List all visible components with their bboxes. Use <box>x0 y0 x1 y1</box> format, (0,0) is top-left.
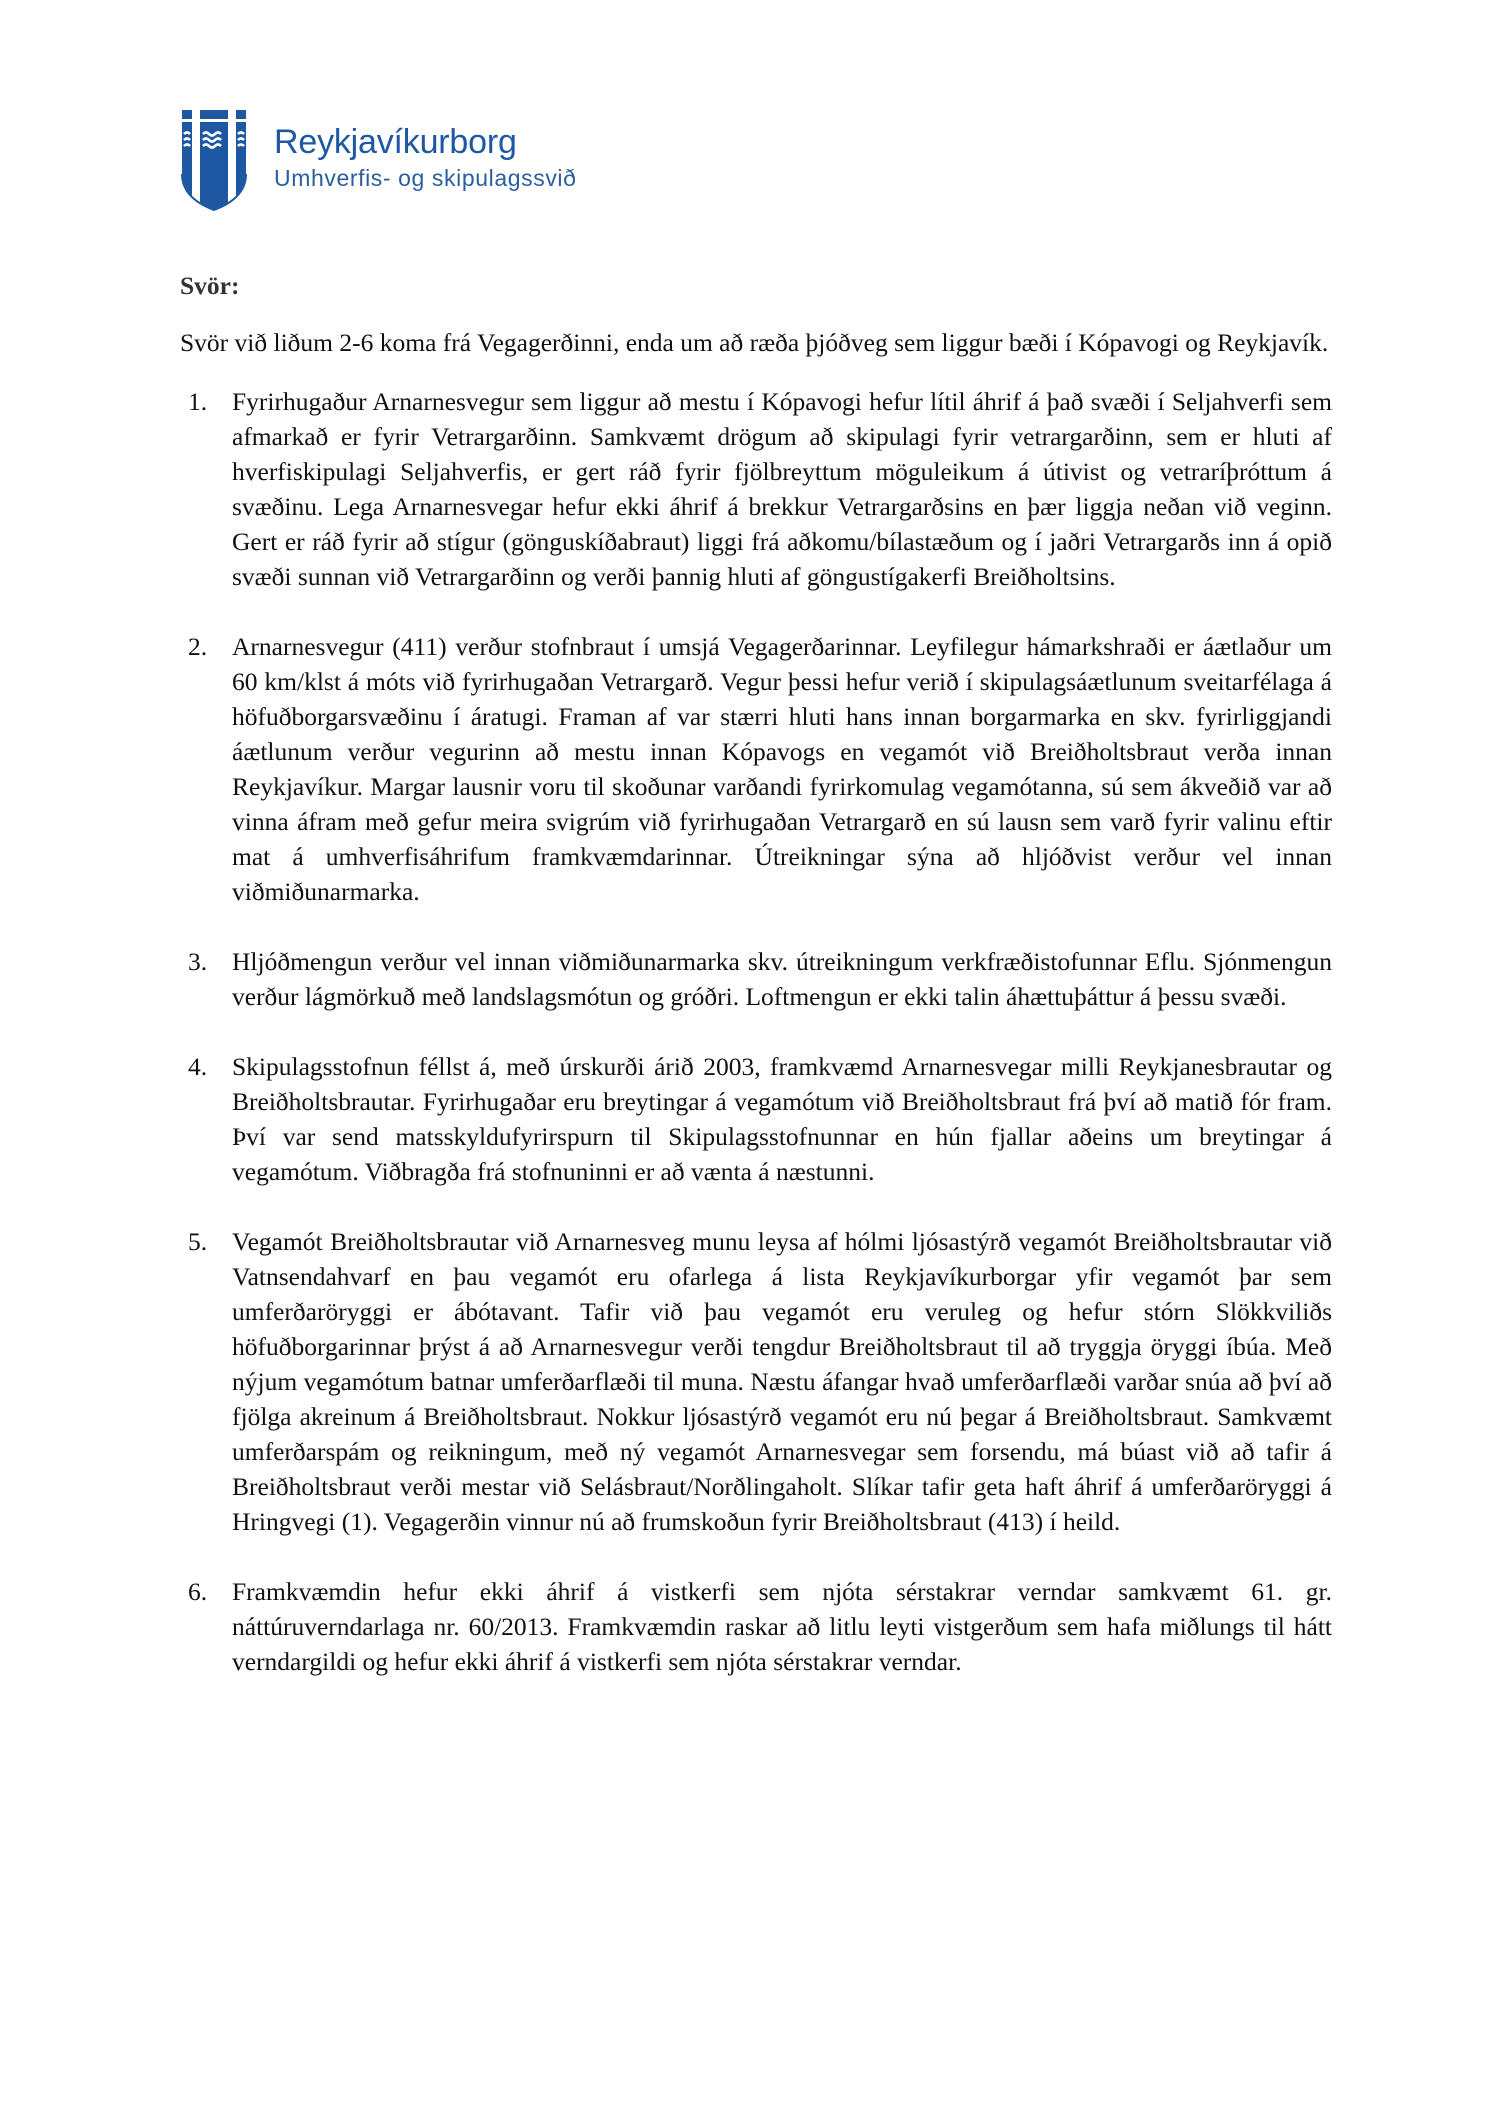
list-item <box>180 1224 1332 1539</box>
item-text: Vegamót Breiðholtsbrautar við Arnarnesveg munu leysa af hólmi ljósastýrð vegamót Breiðholtsbrautar við Vatnsendahvarf en þau vegamót eru ofarlega á lista Reykjavíkurborgar yfir vegamót þar sem umferðaröryggi er ábótavant. Tafir við þau vegamót eru veruleg og hefur stórn Slökkviliðs höfuðborgarinnar þrýst á að Arnarnesvegur verði tengdur Breiðholtsbraut til að tryggja öryggi íbúa. Með nýjum vegamótum batnar umferðarflæði til muna. Næstu áfangar hvað umferðarflæði varðar snúa að því að fjölga akreinum á Breiðholtsbraut. Nokkur ljósastýrð vegamót eru nú þegar á Breiðholtsbraut. Samkvæmt umferðarspám og reikningum, með ný vegamót Arnarnesvegar sem forsendu, má búast við að tafir á Breiðholtsbraut verði mestar við Selásbraut/Norðlingaholt. Slíkar tafir geta haft áhrif á umferðaröryggi á Hringvegi (1). Vegagerðin vinnur nú að frumskoðun fyrir Breiðholtsbraut (413) í heild. <box>232 1227 1332 1536</box>
list-item <box>180 629 1332 909</box>
item-text: Arnarnesvegur (411) verður stofnbraut í umsjá Vegagerðarinnar. Leyfilegur hámarkshraði er áætlaður um 60 km/klst á móts við fyrirhugaðan Vetrargarð. Vegur þessi hefur verið í skipulagsáætlunum sveitarfélaga á höfuðborgarsvæðinu í áratugi. Framan af var stærri hluti hans innan borgarmarka en skv. fyrirliggjandi áætlunum verður vegurinn að mestu innan Kópavogs en vegamót við Breiðholtsbraut verða innan Reykjavíkur. Margar lausnir voru til skoðunar varðandi fyrirkomulag vegamótanna, sú sem ákveðið var að vinna áfram með gefur meira svigrúm við fyrirhugaðan Vetrargarð en sú lausn sem varð fyrir valinu eftir mat á umhverfisáhrifum framkvæmdarinnar. Útreikningar sýna að hljóðvist verður vel innan viðmiðunarmarka. <box>232 632 1332 906</box>
item-number: 3. <box>188 947 208 976</box>
item-number: 2. <box>188 632 208 661</box>
answers-list <box>180 384 1332 1679</box>
department-name: Umhverfis- og skipulagssvið <box>274 165 577 191</box>
reykjavik-crest-icon <box>180 108 248 212</box>
item-number: 5. <box>188 1227 208 1256</box>
organization-name: Reykjavíkurborg <box>274 123 517 161</box>
item-text: Fyrirhugaður Arnarnesvegur sem liggur að mestu í Kópavogi hefur lítil áhrif á það svæði í Seljahverfi sem afmarkað er fyrir Vetrargarðinn. Samkvæmt drögum að skipulagi fyrir vetrargarðinn, sem er hluti af hverfiskipulagi Seljahverfis, er gert ráð fyrir fjölbreyttum möguleikum á útivist og vetraríþróttum á svæðinu. Lega Arnarnesvegar hefur ekki áhrif á brekkur Vetrargarðsins en þær liggja neðan við veginn. Gert er ráð fyrir að stígur (gönguskíðabraut) liggi frá aðkomu/bílastæðum og í jaðri Vetrargarðs inn á opið svæði sunnan við Vetrargarðinn og verði þannig hluti af göngustígakerfi Breiðholtsins. <box>232 387 1332 591</box>
item-text: Hljóðmengun verður vel innan viðmiðunarmarka skv. útreikningum verkfræðistofunnar Eflu. Sjónmengun verður lágmörkuð með landslagsmótun og gróðri. Loftmengun er ekki talin áhættuþáttur á þessu svæði. <box>232 947 1332 1011</box>
item-number: 4. <box>188 1052 208 1081</box>
item-number: 6. <box>188 1577 208 1606</box>
letterhead-logo <box>180 108 577 212</box>
intro-paragraph: Svör við liðum 2-6 koma frá Vegagerðinni, enda um að ræða þjóðveg sem liggur bæði í Kópavogi og Reykjavík. <box>180 328 1329 357</box>
list-item <box>180 1574 1332 1679</box>
item-text: Skipulagsstofnun féllst á, með úrskurði árið 2003, framkvæmd Arnarnesvegar milli Reykjanesbrautar og Breiðholtsbrautar. Fyrirhugaðar eru breytingar á vegamótum við Breiðholtsbraut frá því að matið fór fram. Því var send matsskyldufyrirspurn til Skipulagsstofnunnar en hún fjallar aðeins um breytingar á vegamótum. Viðbragða frá stofnuninni er að vænta á næstunni. <box>232 1052 1332 1186</box>
answers-heading: Svör: <box>180 271 240 300</box>
list-item <box>180 384 1332 594</box>
item-text: Framkvæmdin hefur ekki áhrif á vistkerfi sem njóta sérstakrar verndar samkvæmt 61. gr. náttúruverndarlaga nr. 60/2013. Framkvæmdin raskar að litlu leyti vistgerðum sem hafa miðlungs til hátt verndargildi og hefur ekki áhrif á vistkerfi sem njóta sérstakrar verndar. <box>232 1577 1332 1676</box>
letterhead-text <box>274 122 577 192</box>
list-item <box>180 944 1332 1014</box>
document-body <box>180 268 1332 1679</box>
item-number: 1. <box>188 387 208 416</box>
list-item <box>180 1049 1332 1189</box>
